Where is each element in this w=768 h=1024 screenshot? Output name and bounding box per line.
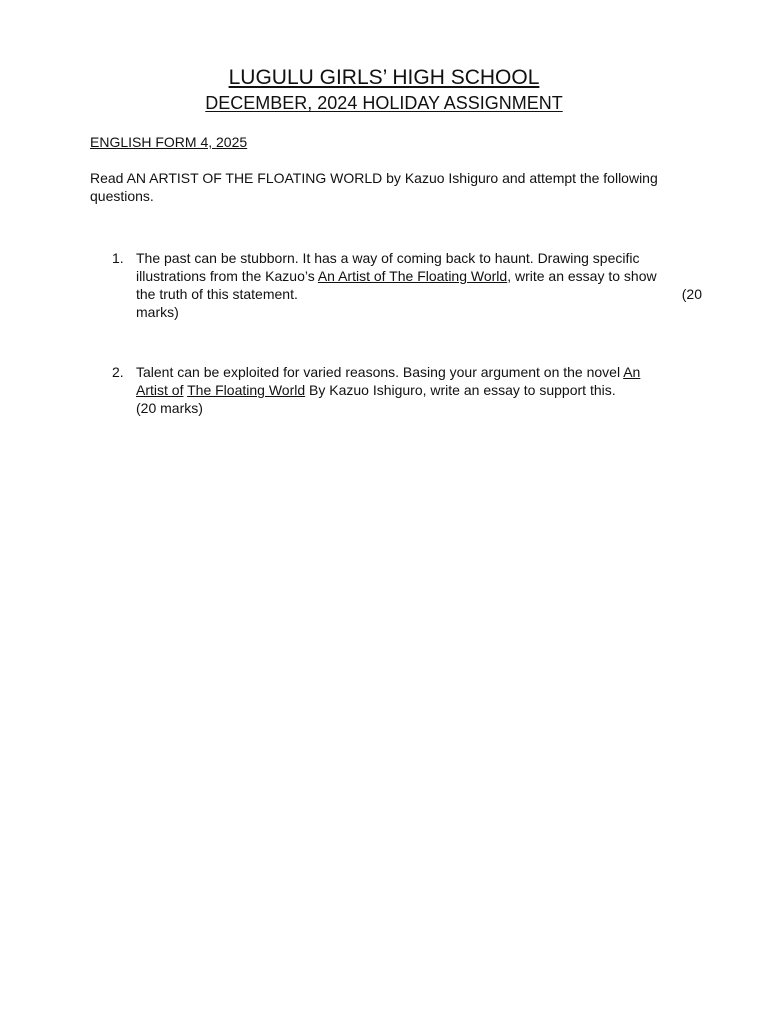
question-line: [136, 285, 702, 303]
text-fragment: the truth of this statement.: [136, 286, 298, 302]
novel-title: Artist of: [136, 382, 184, 398]
question-number: 1.: [112, 250, 124, 266]
marks-open: (20: [681, 286, 702, 302]
question-1: [112, 249, 702, 321]
question-line: [136, 381, 702, 399]
question-number: 2.: [112, 364, 124, 380]
novel-title: The Floating World: [187, 382, 306, 398]
question-line: The past can be stubborn. It has a way of coming back to haunt. Drawing specific: [136, 250, 640, 266]
question-line: [136, 363, 702, 381]
assignment-title: DECEMBER, 2024 HOLIDAY ASSIGNMENT: [205, 93, 563, 113]
text-fragment: , write an essay to show: [507, 268, 657, 284]
question-2: [112, 363, 702, 417]
marks: (20 marks): [136, 400, 203, 416]
novel-title: An: [623, 364, 641, 380]
text-fragment: By Kazuo Ishiguro, write an essay to support this.: [305, 382, 616, 398]
instructions: Read AN ARTIST OF THE FLOATING WORLD by Kazuo Ishiguro and attempt the following questions.: [90, 170, 658, 204]
question-text: [136, 249, 702, 321]
question-text: [136, 363, 702, 417]
subject-heading: ENGLISH FORM 4, 2025: [90, 134, 248, 150]
novel-title: An Artist of The Floating World: [317, 268, 508, 284]
school-name: LUGULU GIRLS’ HIGH SCHOOL: [228, 66, 540, 89]
question-line: [136, 267, 702, 285]
text-fragment: illustrations from the Kazuo’s: [136, 268, 318, 284]
text-fragment: Talent can be exploited for varied reasons. Basing your argument on the novel: [136, 364, 624, 380]
marks-close: marks): [136, 304, 179, 320]
